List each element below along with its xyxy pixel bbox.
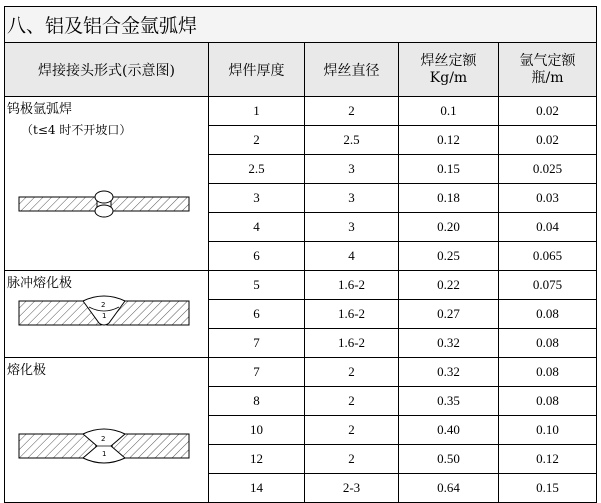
cell-argon-quota: 0.03 — [499, 184, 597, 213]
cell-argon-quota: 0.08 — [499, 387, 597, 416]
cell-wire-quota: 0.12 — [399, 126, 499, 155]
cell-argon-quota: 0.025 — [499, 155, 597, 184]
cell-argon-quota: 0.08 — [499, 329, 597, 358]
cell-wire-quota: 0.1 — [399, 97, 499, 126]
header-joint: 焊接接头形式(示意图) — [5, 43, 209, 97]
pass-label-2: 2 — [101, 435, 106, 443]
cell-thickness: 3 — [209, 184, 305, 213]
cell-argon-quota: 0.15 — [499, 474, 597, 503]
cell-wire-diameter: 1.6-2 — [305, 329, 399, 358]
group-label: 钨极氩弧焊 — [7, 102, 73, 117]
cell-argon-quota: 0.04 — [499, 213, 597, 242]
cell-wire-quota: 0.27 — [399, 300, 499, 329]
cell-argon-quota: 0.02 — [499, 97, 597, 126]
group-label: 脉冲熔化极 — [7, 276, 73, 291]
cell-thickness: 2.5 — [209, 155, 305, 184]
cell-thickness: 7 — [209, 329, 305, 358]
table-row — [5, 97, 597, 126]
cell-argon-quota: 0.12 — [499, 445, 597, 474]
cell-wire-quota: 0.32 — [399, 329, 499, 358]
cell-argon-quota: 0.02 — [499, 126, 597, 155]
cell-wire-diameter: 3 — [305, 155, 399, 184]
cell-wire-diameter: 2 — [305, 445, 399, 474]
cell-thickness: 14 — [209, 474, 305, 503]
header-wire-quota — [399, 43, 499, 97]
cell-wire-quota: 0.64 — [399, 474, 499, 503]
header-wire-quota-line2: Kg/m — [429, 69, 468, 86]
group-tig — [5, 97, 209, 271]
cell-wire-diameter: 2.5 — [305, 126, 399, 155]
cell-thickness: 6 — [209, 242, 305, 271]
header-wire-quota-line1: 焊丝定额 — [420, 52, 477, 69]
pass-label-1: 1 — [102, 450, 107, 458]
cell-argon-quota: 0.08 — [499, 300, 597, 329]
cell-thickness: 12 — [209, 445, 305, 474]
welding-quota-table — [4, 6, 597, 503]
header-wire-diameter: 焊丝直径 — [305, 43, 399, 97]
header-argon-quota-line1: 氩气定额 — [519, 52, 576, 69]
cell-wire-diameter: 1.6-2 — [305, 300, 399, 329]
group-pulse-mig — [5, 271, 209, 358]
cell-wire-quota: 0.35 — [399, 387, 499, 416]
cell-wire-diameter: 3 — [305, 213, 399, 242]
pass-label-1: 1 — [102, 312, 107, 320]
table-row — [5, 358, 597, 387]
cell-thickness: 1 — [209, 97, 305, 126]
header-argon-quota-line2: 瓶/m — [531, 69, 564, 86]
cell-argon-quota: 0.065 — [499, 242, 597, 271]
cell-wire-diameter: 2 — [305, 416, 399, 445]
header-row — [5, 43, 597, 97]
v-groove-weld-diagram — [17, 293, 192, 333]
cell-wire-quota: 0.50 — [399, 445, 499, 474]
cell-thickness: 10 — [209, 416, 305, 445]
cell-wire-diameter: 2 — [305, 97, 399, 126]
cell-wire-diameter: 3 — [305, 184, 399, 213]
cell-wire-quota: 0.25 — [399, 242, 499, 271]
pass-label-2: 2 — [101, 301, 106, 309]
cell-thickness: 2 — [209, 126, 305, 155]
group-mig — [5, 358, 209, 503]
cell-wire-diameter: 2-3 — [305, 474, 399, 503]
cell-thickness: 7 — [209, 358, 305, 387]
header-argon-quota — [499, 43, 597, 97]
cell-wire-quota: 0.40 — [399, 416, 499, 445]
cell-wire-quota: 0.20 — [399, 213, 499, 242]
cell-wire-quota: 0.22 — [399, 271, 499, 300]
header-thickness: 焊件厚度 — [209, 43, 305, 97]
table-row — [5, 271, 597, 300]
butt-weld-diagram — [17, 189, 192, 219]
cell-thickness: 5 — [209, 271, 305, 300]
group-note: （t≤4 时不开坡口） — [21, 123, 132, 137]
cell-thickness: 8 — [209, 387, 305, 416]
group-label: 熔化极 — [7, 363, 47, 378]
cell-wire-diameter: 1.6-2 — [305, 271, 399, 300]
cell-wire-diameter: 2 — [305, 358, 399, 387]
double-v-weld-diagram — [17, 426, 192, 466]
cell-argon-quota: 0.08 — [499, 358, 597, 387]
cell-wire-quota: 0.15 — [399, 155, 499, 184]
table-title: 八、铝及铝合金氩弧焊 — [5, 7, 597, 43]
cell-wire-quota: 0.32 — [399, 358, 499, 387]
cell-wire-quota: 0.18 — [399, 184, 499, 213]
cell-argon-quota: 0.075 — [499, 271, 597, 300]
cell-thickness: 4 — [209, 213, 305, 242]
cell-wire-diameter: 4 — [305, 242, 399, 271]
cell-argon-quota: 0.10 — [499, 416, 597, 445]
cell-wire-diameter: 2 — [305, 387, 399, 416]
cell-thickness: 6 — [209, 300, 305, 329]
